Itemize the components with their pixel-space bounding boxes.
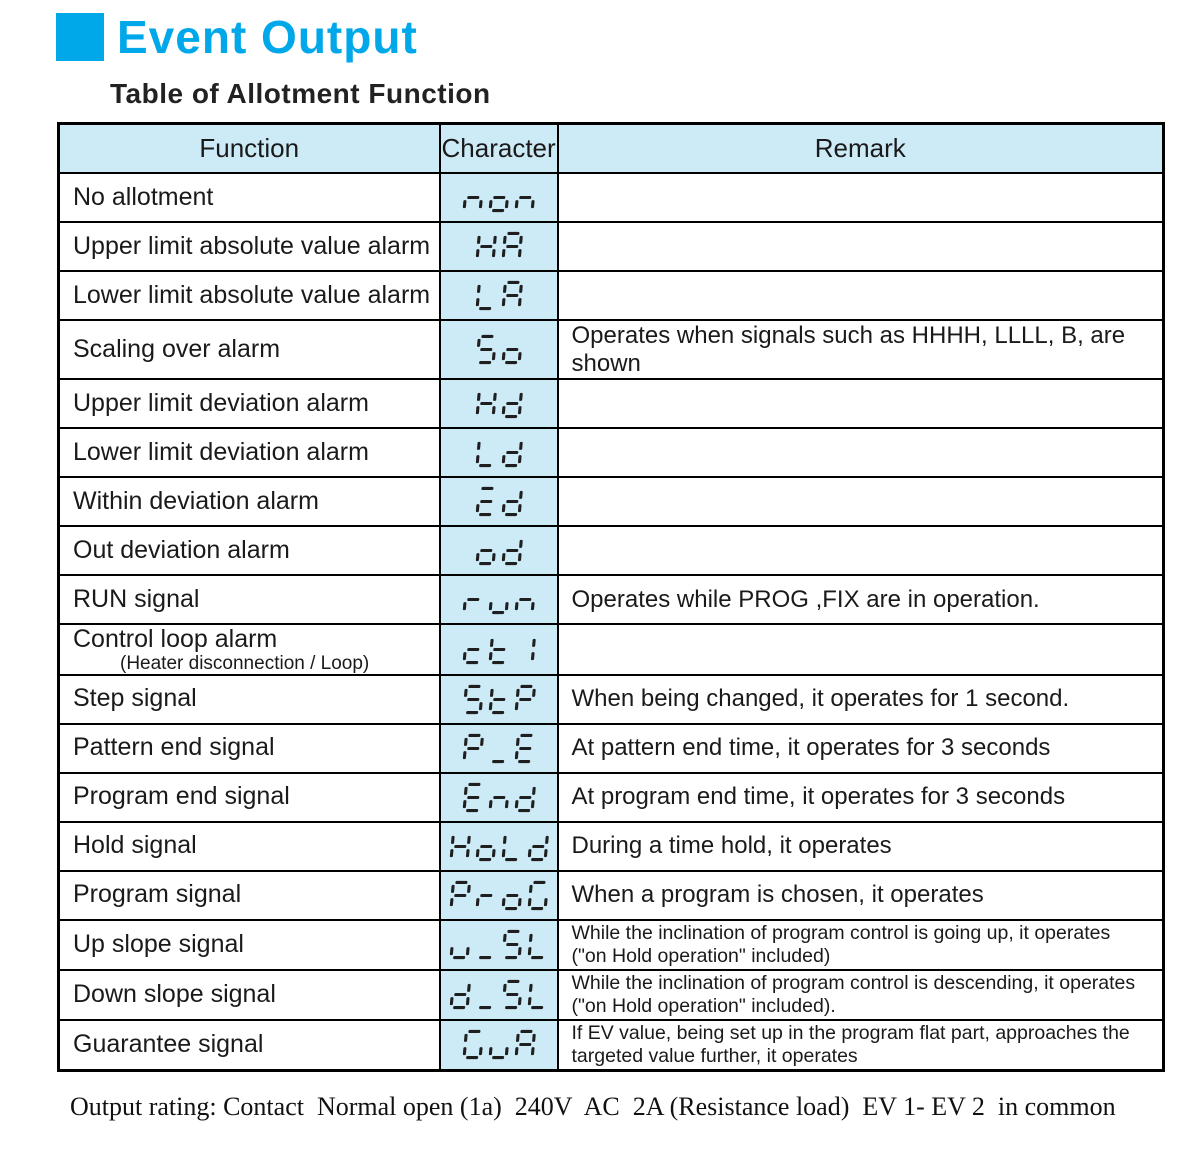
character-cell (440, 271, 558, 320)
section-marker-square (56, 13, 104, 61)
table-row (59, 970, 1164, 1020)
seven-segment-display (474, 333, 524, 366)
column-header-character: Character (440, 124, 558, 174)
remark-line: Operates when signals such as HHHH, LLLL, B, are shown (571, 322, 1126, 377)
remark-cell (558, 675, 1164, 724)
function-cell (59, 526, 440, 575)
function-label: No allotment (73, 182, 214, 211)
function-cell (59, 724, 440, 773)
section-header (0, 0, 1200, 64)
function-cell (59, 222, 440, 271)
seven-segment-display (461, 583, 537, 616)
seven-segment-display (474, 436, 524, 469)
remark-cell (558, 575, 1164, 624)
character-cell (440, 575, 558, 624)
function-label: Hold signal (73, 831, 197, 860)
function-cell (59, 1020, 440, 1071)
remark-cell (558, 379, 1164, 428)
character-cell (440, 428, 558, 477)
remark-line: At program end time, it operates for 3 seconds (571, 783, 1066, 811)
function-cell (59, 477, 440, 526)
seven-segment-display (461, 633, 537, 666)
remark-cell (558, 173, 1164, 222)
table-row (59, 871, 1164, 920)
allotment-function-table (57, 122, 1165, 1072)
function-label: Control loop alarm (73, 625, 278, 654)
table-row (59, 624, 1164, 675)
remark-cell (558, 428, 1164, 477)
table-row (59, 920, 1164, 970)
table-row (59, 575, 1164, 624)
seven-segment-display (461, 732, 537, 765)
function-label: Out deviation alarm (73, 535, 290, 564)
function-label: Upper limit absolute value alarm (73, 231, 431, 260)
remark-line: Operates while PROG ,FIX are in operation. (571, 585, 1040, 613)
remark-line: When a program is chosen, it operates (571, 881, 984, 909)
character-cell (440, 477, 558, 526)
remark-line: While the inclination of program control is going up, it operates (571, 921, 1111, 944)
table-row (59, 675, 1164, 724)
seven-segment-display (474, 279, 524, 312)
function-cell (59, 970, 440, 1020)
seven-segment-display (448, 830, 550, 863)
function-cell (59, 871, 440, 920)
column-header-function: Function (59, 124, 440, 174)
function-cell (59, 773, 440, 822)
remark-cell (558, 871, 1164, 920)
seven-segment-display (448, 879, 550, 912)
seven-segment-display (461, 683, 537, 716)
table-row (59, 477, 1164, 526)
remark-cell (558, 920, 1164, 970)
function-cell (59, 920, 440, 970)
remark-line: ("on Hold operation" included). (571, 994, 836, 1017)
function-note: (Heater disconnection / Loop) (120, 652, 370, 674)
table-row (59, 724, 1164, 773)
seven-segment-display (461, 1028, 537, 1061)
table-row (59, 526, 1164, 575)
table-row (59, 822, 1164, 871)
seven-segment-display (474, 230, 524, 263)
function-label: Lower limit deviation alarm (73, 437, 369, 466)
seven-segment-display (448, 978, 550, 1011)
character-cell (440, 871, 558, 920)
function-label: Within deviation alarm (73, 486, 319, 515)
remark-cell (558, 970, 1164, 1020)
remark-line: At pattern end time, it operates for 3 seconds (571, 734, 1051, 762)
character-cell (440, 970, 558, 1020)
table-row (59, 1020, 1164, 1071)
page-title: Event Output (117, 11, 418, 63)
seven-segment-display (474, 534, 524, 567)
function-cell (59, 173, 440, 222)
remark-cell (558, 477, 1164, 526)
function-cell (59, 320, 440, 379)
table-header-row (59, 124, 1164, 174)
character-cell (440, 1020, 558, 1071)
function-label: RUN signal (73, 584, 200, 613)
function-label: Step signal (73, 684, 197, 713)
function-label: Program signal (73, 880, 242, 909)
remark-line: If EV value, being set up in the program flat part, approaches the (571, 1021, 1130, 1044)
table-row (59, 773, 1164, 822)
remark-cell (558, 822, 1164, 871)
character-cell (440, 320, 558, 379)
character-cell (440, 773, 558, 822)
remark-cell (558, 724, 1164, 773)
remark-cell (558, 624, 1164, 675)
remark-cell (558, 1020, 1164, 1071)
remark-line: During a time hold, it operates (571, 832, 892, 860)
remark-cell (558, 526, 1164, 575)
character-cell (440, 173, 558, 222)
remark-cell (558, 773, 1164, 822)
table-row (59, 173, 1164, 222)
column-header-remark: Remark (558, 124, 1164, 174)
character-cell (440, 222, 558, 271)
function-label: Guarantee signal (73, 1029, 264, 1058)
seven-segment-display (461, 781, 537, 814)
remark-cell (558, 222, 1164, 271)
remark-line: While the inclination of program control is descending, it operates (571, 971, 1136, 994)
function-cell (59, 822, 440, 871)
function-cell (59, 271, 440, 320)
seven-segment-display (474, 387, 524, 420)
character-cell (440, 920, 558, 970)
seven-segment-display (461, 181, 537, 214)
character-cell (440, 675, 558, 724)
remark-cell (558, 320, 1164, 379)
seven-segment-display (448, 928, 550, 961)
table-title: Table of Allotment Function (110, 78, 491, 109)
remark-cell (558, 271, 1164, 320)
table-row (59, 320, 1164, 379)
remark-line: ("on Hold operation" included) (571, 944, 831, 967)
seven-segment-display (474, 485, 524, 518)
function-label: Program end signal (73, 782, 290, 811)
table-row (59, 379, 1164, 428)
remark-line: When being changed, it operates for 1 second. (571, 685, 1070, 713)
table-row (59, 222, 1164, 271)
function-label: Scaling over alarm (73, 334, 281, 363)
function-cell (59, 575, 440, 624)
function-label: Lower limit absolute value alarm (73, 280, 431, 309)
function-label: Upper limit deviation alarm (73, 388, 369, 417)
character-cell (440, 379, 558, 428)
function-label: Up slope signal (73, 929, 244, 958)
function-cell (59, 428, 440, 477)
output-rating-note: Output rating: Contact Normal open (1a) 240V AC 2A (Resistance load) EV 1- EV 2 in common (70, 1091, 1116, 1121)
table-row (59, 428, 1164, 477)
function-cell (59, 624, 440, 675)
function-cell (59, 379, 440, 428)
function-label: Down slope signal (73, 979, 276, 1008)
character-cell (440, 526, 558, 575)
remark-line: targeted value further, it operates (571, 1044, 858, 1067)
function-label: Pattern end signal (73, 733, 275, 762)
function-cell (59, 675, 440, 724)
character-cell (440, 624, 558, 675)
character-cell (440, 724, 558, 773)
character-cell (440, 822, 558, 871)
table-row (59, 271, 1164, 320)
